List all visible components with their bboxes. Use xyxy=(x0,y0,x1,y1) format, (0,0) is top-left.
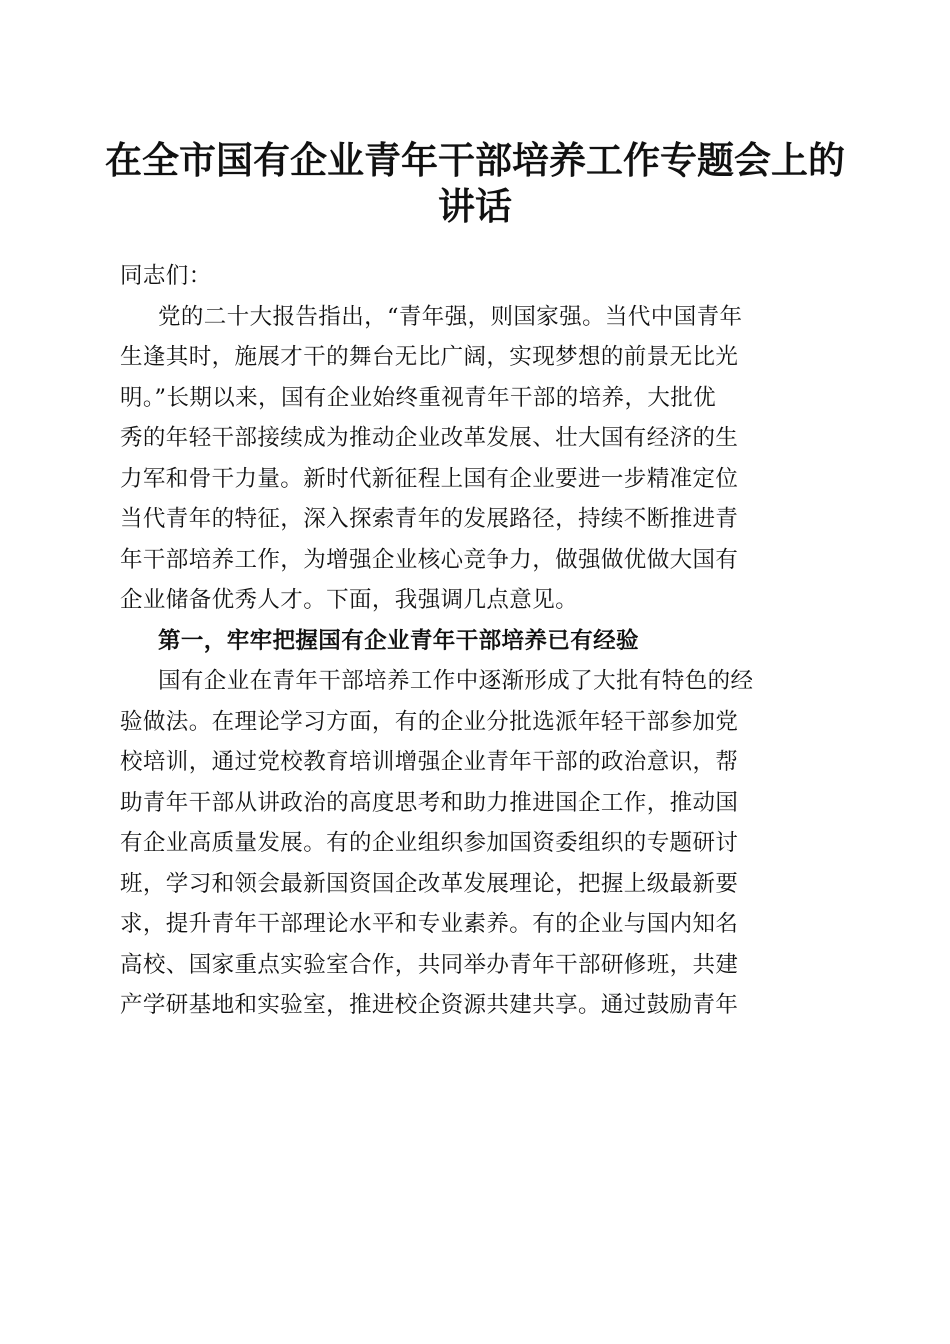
paragraph-line: 国有企业在青年干部培养工作中逐渐形成了大批有特色的经 xyxy=(158,668,754,694)
paragraph-line: 助青年干部从讲政治的高度思考和助力推进国企工作，推动国 xyxy=(120,789,739,816)
paragraph-2 xyxy=(120,661,832,1026)
paragraph-line: 验做法。在理论学习方面，有的企业分批选派年轻干部参加党 xyxy=(120,708,739,735)
paragraph-line: 有企业高质量发展。有的企业组织参加国资委组织的专题研讨 xyxy=(120,830,739,856)
section-heading-1: 第一，牢牢把握国有企业青年干部培养已有经验 xyxy=(158,627,639,654)
paragraph-line: 明。”长期以来，国有企业始终重视青年干部的培养，大批优 xyxy=(120,384,717,411)
salutation: 同志们： xyxy=(120,263,212,289)
paragraph-line: 力军和骨干力量。新时代新征程上国有企业要进一步精准定位 xyxy=(120,465,739,492)
paragraph-line: 求，提升青年干部理论水平和专业素养。有的企业与国内知名 xyxy=(120,911,739,937)
paragraph-line: 班，学习和领会最新国资国企改革发展理论，把握上级最新要 xyxy=(120,870,739,897)
paragraph-line: 年干部培养工作，为增强企业核心竞争力，做强做优做大国有 xyxy=(120,546,739,573)
paragraph-line: 高校、国家重点实验室合作，共同举办青年干部研修班，共建 xyxy=(120,951,739,978)
paragraph-line: 产学研基地和实验室，推进校企资源共建共享。通过鼓励青年 xyxy=(120,992,739,1018)
paragraph-line: 企业储备优秀人才。下面，我强调几点意见。 xyxy=(120,587,579,613)
document-title-line-1: 在全市国有企业青年干部培养工作专题会上的 xyxy=(105,138,845,182)
paragraph-line: 当代青年的特征，深入探索青年的发展路径，持续不断推进青 xyxy=(120,506,739,532)
document-title-line-2: 讲话 xyxy=(438,184,512,228)
paragraph-line: 党的二十大报告指出，“青年强，则国家强。当代中国青年 xyxy=(158,303,743,330)
paragraph-line: 校培训，通过党校教育培训增强企业青年干部的政治意识，帮 xyxy=(120,749,739,775)
paragraph-line: 秀的年轻干部接续成为推动企业改革发展、壮大国有经济的生 xyxy=(120,425,739,451)
document-body xyxy=(120,256,832,1026)
paragraph-1 xyxy=(120,297,832,621)
paragraph-line: 生逢其时，施展才干的舞台无比广阔，实现梦想的前景无比光 xyxy=(120,344,739,370)
